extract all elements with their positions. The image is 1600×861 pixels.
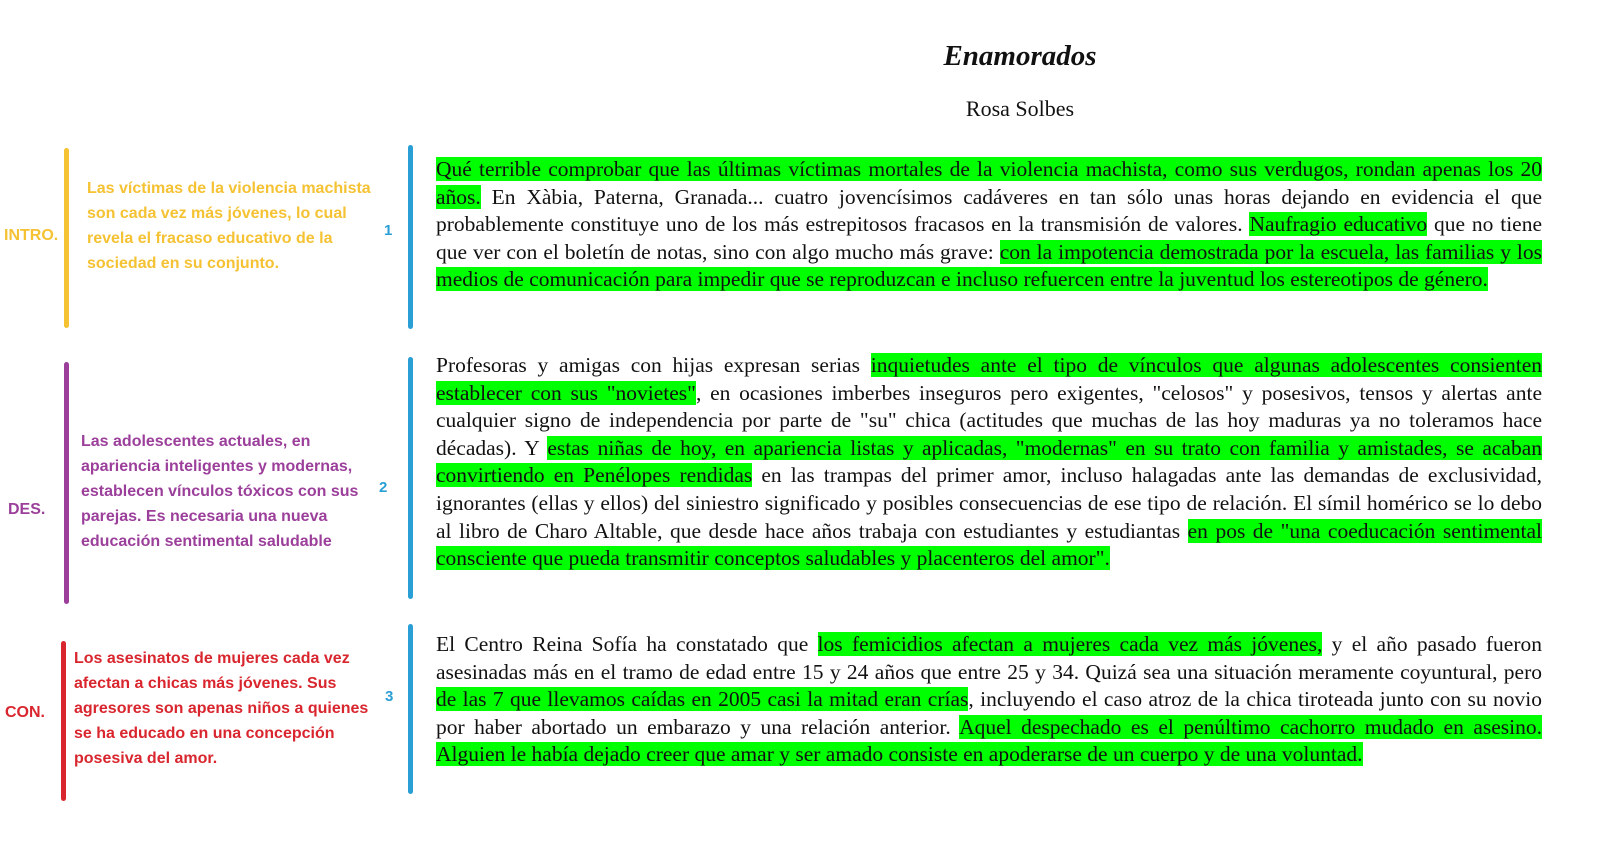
- paragraph-number-1: 1: [384, 222, 393, 239]
- document-title: Enamorados: [943, 40, 1097, 72]
- section-label-intro: INTRO.: [4, 227, 59, 244]
- document-author: Rosa Solbes: [965, 96, 1075, 121]
- plain-text: Profesoras y amigas con hijas expresan serias: [436, 353, 871, 377]
- section-label-des: DES.: [8, 501, 46, 518]
- plain-text: en las trampas del primer amor, incluso halagadas ante las demandas de exclusividad, ignorantes (ellas y ellos) del siniestro significado y posibles consecuencias de ese tipo de relación. El símil homérico se lo debo al libro de Charo Altable, que desde hace años trabaja con estudiantes y estudiantas: [436, 463, 1542, 543]
- paragraph-con: [436, 631, 1542, 769]
- highlighted-text: en pos de "una coeducación sentimental consciente que pueda transmitir conceptos saludables y placenteros del amor".: [436, 518, 1542, 571]
- paragraph-number-3: 3: [385, 688, 394, 705]
- highlighted-text: estas niñas de hoy, en apariencia listas y aplicadas, "modernas" en su trato con familia y amistades, se acaban convirtiendo en Penélopes rendidas: [436, 435, 1542, 488]
- paragraph-number-2: 2: [379, 479, 388, 496]
- highlighted-text: los femicidios afectan a mujeres cada vez más jóvenes,: [817, 632, 1323, 656]
- highlighted-text: inquietudes ante el tipo de vínculos que algunas adolescentes consienten establecer con sus "novietes": [436, 353, 1542, 405]
- highlighted-text: de las 7 que llevamos caídas en 2005 casi la mitad eran crías: [436, 687, 969, 712]
- summary-bar-con: [61, 641, 66, 801]
- plain-text: que no tiene que ver con el boletín de notas, sino con algo mucho más grave:: [436, 212, 1543, 264]
- plain-text: y el año pasado fueron asesinadas más en el tramo de edad entre 15 y 24 años que entre 25 y 34. Quizá sea una situación meramente coyuntural, pero: [436, 632, 1542, 684]
- summary-des: Las adolescentes actuales, en apariencia inteligentes y modernas, establecen vínculos tóxicos con sus parejas. Es necesaria una nueva educación sentimental saludable: [81, 433, 359, 550]
- plain-text: El Centro Reina Sofía ha constatado que: [436, 632, 818, 656]
- highlighted-text: Aquel despechado es el penúltimo cachorro mudado en asesino. Alguien le había dejado creer que amar y ser amado consiste en apoderarse de un cuerpo y de una voluntad.: [436, 714, 1542, 767]
- summary-con: Los asesinatos de mujeres cada vez afectan a chicas más jóvenes. Sus agresores son apenas niños a quienes se ha educado en una concepción posesiva del amor.: [74, 650, 369, 767]
- paragraph-bar-1: [408, 145, 413, 329]
- highlighted-text: Qué terrible comprobar que las últimas víctimas mortales de la violencia machista, como sus verdugos, rondan apenas los 20 años.: [436, 157, 1542, 209]
- paragraph-bar-3: [408, 624, 413, 794]
- summary-intro: Las víctimas de la violencia machista son cada vez más jóvenes, lo cual revela el fracaso educativo de la sociedad en su conjunto.: [87, 180, 371, 272]
- paragraph-des: [436, 352, 1542, 573]
- plain-text: En Xàbia, Paterna, Granada... cuatro jovencísimos cadáveres en tan sólo unas horas dejando en evidencia el que probablemente constituye uno de los más estrepitosos fracasos en la transmisión de valores.: [436, 184, 1542, 237]
- plain-text: , incluyendo el caso atroz de la chica tiroteada junto con su novio por haber abortado un embarazo y una relación anterior.: [436, 687, 1543, 739]
- highlighted-text: con la impotencia demostrada por la escuela, las familias y los medios de comunicación para impedir que se reproduzcan e incluso refuercen entre la juventud los estereotipos de género.: [436, 239, 1542, 292]
- highlighted-text: Naufragio educativo: [1249, 212, 1428, 237]
- summary-bar-intro: [64, 148, 69, 328]
- summary-bar-des: [64, 362, 69, 604]
- section-label-con: CON.: [5, 704, 45, 721]
- plain-text: , en ocasiones imberbes inseguros pero exigentes, "celosos" y posesivos, tensos y alertas ante cualquier signo de independencia por parte de "su" chica (actitudes que muchas de las hoy maduras ya no toleramos hace décadas). Y: [436, 380, 1542, 460]
- paragraph-bar-2: [408, 357, 413, 599]
- paragraph-intro: [436, 156, 1542, 294]
